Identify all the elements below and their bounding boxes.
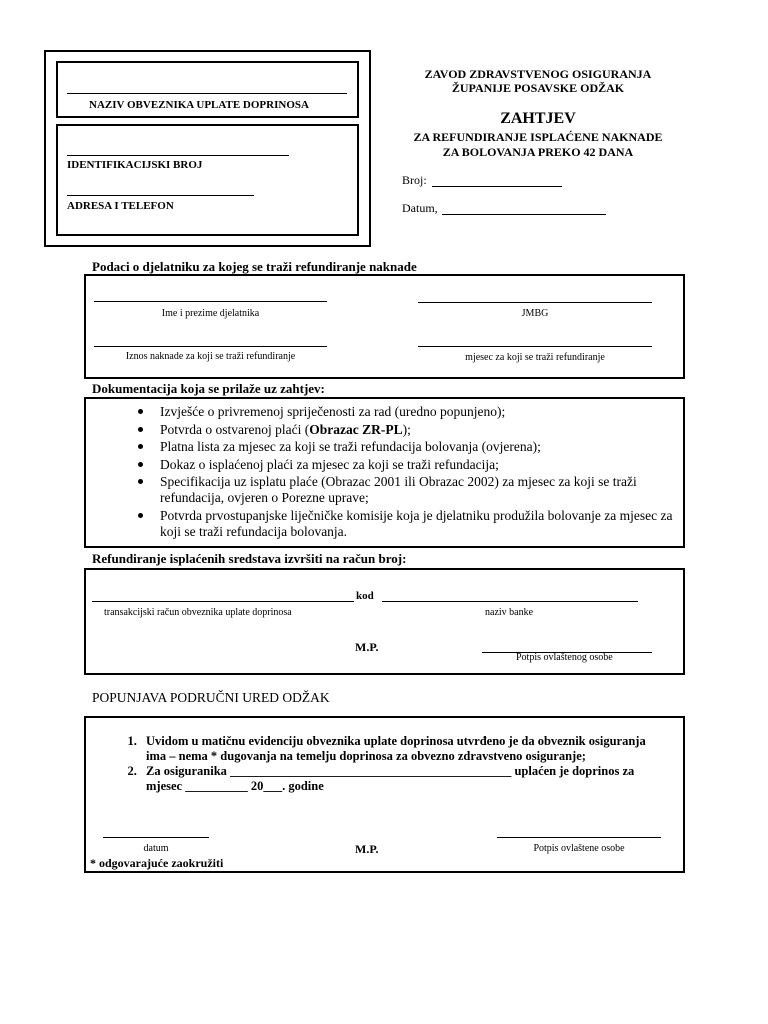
request-title: ZAHTJEV: [500, 110, 576, 127]
request-number-label: Broj:: [402, 173, 427, 187]
refund-heading: Refundiranje isplaćenih sredstava izvršiti na račun broj:: [92, 551, 407, 566]
office-list: [84, 734, 652, 794]
employee-month-label: mjesec za koji se traži refundiranje: [465, 352, 605, 363]
employee-name-field[interactable]: [94, 301, 327, 302]
doc-item-1: Izvješće o privremenoj spriječenosti za rad (uredno popunjeno);: [160, 404, 684, 420]
office-stamp-label: M.P.: [355, 842, 379, 856]
office-footnote: * odgovarajuće zaokružiti: [90, 856, 224, 870]
office-list-wrap: [84, 734, 674, 794]
documentation-list: [84, 404, 684, 540]
documentation-list-wrap: [84, 404, 684, 541]
refund-signature-label: Potpis ovlaštenog osobe: [516, 652, 613, 663]
request-number-field[interactable]: [432, 186, 562, 187]
payer-address-label: ADRESA I TELEFON: [67, 200, 174, 212]
request-subtitle2: ZA BOLOVANJA PREKO 42 DANA: [442, 145, 634, 159]
employee-amount-field[interactable]: [94, 346, 327, 347]
doc-item-5: Specifikacija uz isplatu plaće (Obrazac 2001 ili Obrazac 2002) za mjesec za koji se traži refundacija, ovjeren o Porezne uprave;: [160, 474, 684, 506]
employee-jmbg-label: JMBG: [521, 308, 549, 319]
office-item-2: 2. Za osiguranika _____________________________________________ uplaćen je doprinos za mjesec __________ 20___. godine: [140, 764, 652, 794]
office-month-field[interactable]: __________: [185, 779, 248, 793]
office-year-field[interactable]: ___: [263, 779, 283, 793]
office-insured-field[interactable]: _____________________________________________: [230, 764, 512, 778]
request-date-field[interactable]: [442, 214, 606, 215]
refund-bank-field[interactable]: [382, 601, 638, 602]
employee-name-label: Ime i prezime djelatnika: [161, 308, 260, 319]
doc-item-2: Potvrda o ostvarenoj plaći (Obrazac ZR-PL);: [160, 422, 684, 438]
employee-amount-label: Iznos naknade za koji se traži refundiranje: [125, 351, 296, 362]
employee-heading: Podaci o djelatniku za kojeg se traži refundiranje naknade: [92, 259, 417, 274]
refund-account-label: transakcijski račun obveznika uplate doprinosa: [104, 607, 292, 618]
payer-id-line: [67, 155, 289, 156]
payer-name-line: [67, 93, 347, 94]
request-date-label: Datum,: [402, 201, 438, 215]
payer-id-label: IDENTIFIKACIJSKI BROJ: [67, 159, 203, 171]
refund-account-field[interactable]: [92, 601, 354, 602]
employee-box: [84, 274, 685, 379]
office-heading: POPUNJAVA PODRUČNI URED ODŽAK: [92, 690, 330, 705]
refund-kod-label: kod: [356, 590, 374, 602]
institution-line1: ZAVOD ZDRAVSTVENOG OSIGURANJA: [424, 67, 652, 81]
office-date-label: datum: [143, 843, 169, 854]
request-subtitle1: ZA REFUNDIRANJE ISPLAĆENE NAKNADE: [413, 130, 663, 144]
payer-name-label: NAZIV OBVEZNIKA UPLATE DOPRINOSA: [89, 99, 309, 111]
payer-details-box: [56, 124, 359, 236]
documentation-heading: Dokumentacija koja se prilaže uz zahtjev:: [92, 381, 325, 396]
refund-bank-label: naziv banke: [485, 607, 534, 618]
employee-jmbg-field[interactable]: [418, 302, 652, 303]
payer-address-line: [67, 195, 254, 196]
employee-month-field[interactable]: [418, 346, 652, 347]
office-item-1: 1. Uvidom u matičnu evidenciju obveznika uplate doprinosa utvrđeno je da obveznik osiguranja ima – nema * dugovanja na temelju doprinosa za obvezno zdravstveno osiguranje;: [140, 734, 652, 764]
doc-item-4: Dokaz o isplaćenoj plaći za mjesec za koji se traži refundacija;: [160, 457, 684, 473]
refund-stamp-label: M.P.: [355, 640, 379, 654]
doc-item-3: Platna lista za mjesec za koji se traži refundacija bolovanja (ovjerena);: [160, 439, 684, 455]
office-signature-field[interactable]: [497, 837, 661, 838]
doc-item-6: Potvrda prvostupanjske liječničke komisije koja je djelatniku produžila bolovanje za mjesec za koji se traži refundacija bolovanja.: [160, 508, 684, 540]
institution-line2: ŽUPANIJE POSAVSKE ODŽAK: [451, 81, 625, 95]
office-date-field[interactable]: [103, 837, 209, 838]
office-signature-label: Potpis ovlaštene osobe: [533, 843, 625, 854]
